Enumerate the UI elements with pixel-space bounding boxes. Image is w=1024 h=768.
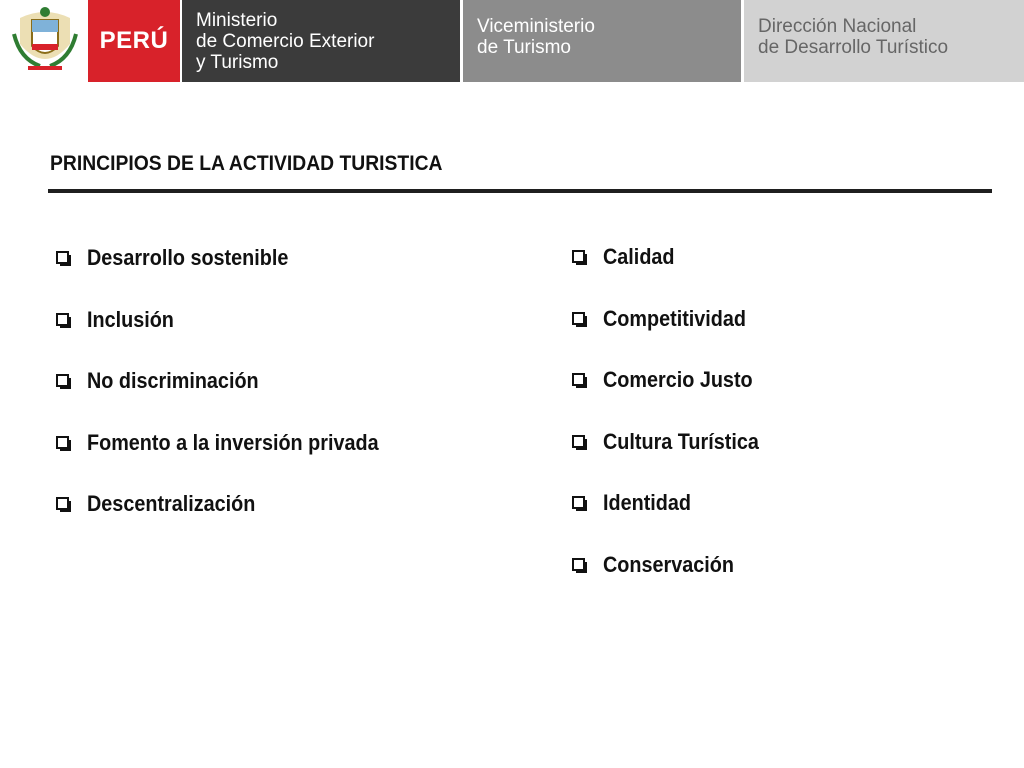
checkbox-icon: [56, 313, 69, 326]
principles-list-left: [56, 245, 411, 553]
direction-block: [744, 0, 1024, 82]
viceministry-block: [463, 0, 741, 82]
checkbox-icon: [572, 435, 585, 448]
list-item: Cultura Turística: [572, 429, 776, 491]
ministry-line-1: Ministerio: [196, 10, 278, 31]
header-banner: [0, 0, 1024, 84]
list-item: Fomento a la inversión privada: [56, 430, 411, 492]
page-title: PRINCIPIOS DE LA ACTIVIDAD TURISTICA: [50, 152, 443, 175]
coat-of-arms-icon: [10, 4, 80, 76]
checkbox-icon: [572, 312, 585, 325]
checkbox-icon: [572, 373, 585, 386]
peru-logo: PERÚ: [88, 0, 180, 82]
checkbox-icon: [572, 496, 585, 509]
direction-line-1: Dirección Nacional: [758, 16, 917, 37]
checkbox-icon: [56, 436, 69, 449]
ministry-block: [182, 0, 460, 82]
list-item: Conservación: [572, 552, 776, 614]
list-item: Inclusión: [56, 307, 411, 369]
list-item: Calidad: [572, 244, 776, 306]
checkbox-icon: [56, 251, 69, 264]
list-item: No discriminación: [56, 368, 411, 430]
checkbox-icon: [56, 497, 69, 510]
viceministry-line-1: Viceministerio: [477, 16, 595, 37]
ministry-line-3: y Turismo: [196, 52, 279, 73]
list-item: Comercio Justo: [572, 367, 776, 429]
title-divider: [48, 189, 992, 193]
checkbox-icon: [572, 250, 585, 263]
list-item: Identidad: [572, 490, 776, 552]
list-item: Descentralización: [56, 491, 411, 553]
principles-list-right: [572, 244, 776, 613]
checkbox-icon: [56, 374, 69, 387]
viceministry-line-2: de Turismo: [477, 37, 571, 58]
checkbox-icon: [572, 558, 585, 571]
ministry-line-2: de Comercio Exterior: [196, 31, 375, 52]
list-item: Competitividad: [572, 306, 776, 368]
direction-line-2: de Desarrollo Turístico: [758, 37, 949, 58]
list-item: Desarrollo sostenible: [56, 245, 411, 307]
